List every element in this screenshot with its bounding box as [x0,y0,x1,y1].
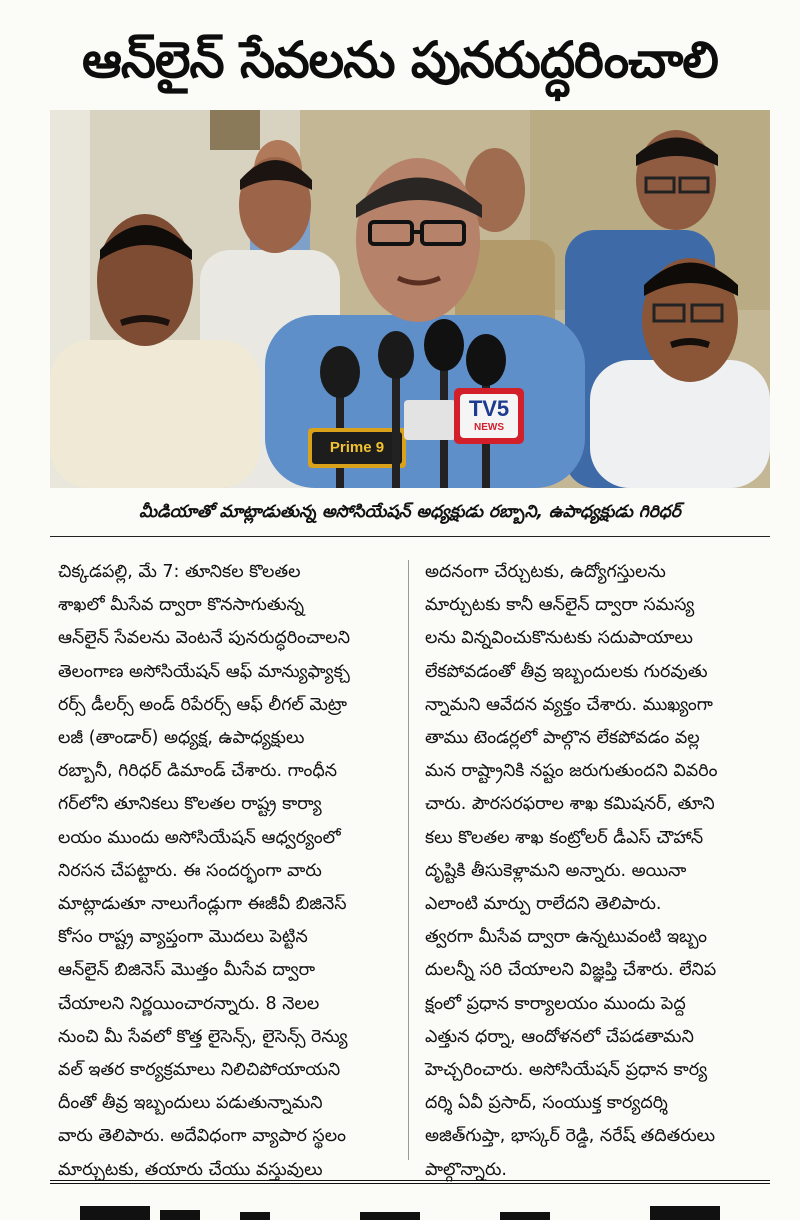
article-headline: ఆన్‌లైన్ సేవలను పునరుద్ధరించాలి [82,31,718,89]
page-bottom-rule [50,1180,770,1184]
article-body-right-column: అదనంగా చేర్చుటకు, ఉద్యోగస్తులను మార్చుటకు కానీ ఆన్‌లైన్ ద్వారా సమస్య లను విన్నవించుకొనుటకు సదుపాయాలు లేకపోవడంతో తీవ్ర ఇబ్బందులకు గురవుతు న్నామని ఆవేదన వ్యక్తం చేశారు. ముఖ్యంగా తాము టెండర్లలో పాల్గొన లేకపోవడం వల్ల మన రాష్ట్రానికి నష్టం జరుగుతుందని వివరిం చారు. పౌరసరఫరాల శాఖ కమిషనర్, తూని కలు కొలతల శాఖ కంట్రోలర్ డీఎస్ చౌహాన్ దృష్టికి తీసుకెళ్లామని అన్నారు. అయినా ఎలాంటి మార్పు రాలేదని తెలిపారు. త్వరగా మీసేవ ద్వారా ఉన్నటువంటి ఇబ్బం దులన్నీ సరి చేయాలని విజ్ఞప్తి చేశారు. లేనిప క్షంలో ప్రధాన కార్యాలయం ముందు పెద్ద ఎత్తున ధర్నా, ఆందోళనలో చేపడతామని హెచ్చరించారు. అసోసియేషన్ ప్రధాన కార్య దర్శి ఏవీ ప్రసాద్, సంయుక్త కార్యదర్శి అజిత్‌గుప్తా, భాస్కర్ రెడ్డి, నరేష్ తదితరులు పాల్గొన్నారు. [425,562,718,1180]
prime9-mic-logo: Prime 9 [329,439,385,456]
news-photo [50,110,770,488]
article-body-left-column: చిక్కడపల్లి, మే 7: తూనికల కొలతల శాఖలో మీసేవ ద్వారా కొనసాగుతున్న ఆన్‌లైన్ సేవలను వెంటనే పునరుద్ధరించాలని తెలంగాణ అసోసియేషన్ ఆఫ్ మాన్యుఫ్యాక్చ రర్స్ డీలర్స్ అండ్ రిపేరర్స్ ఆఫ్ లీగల్ మెట్రా లజీ (తాండార్) అధ్యక్ష, ఉపాధ్యక్షులు రబ్బానీ, గిరిధర్ డిమాండ్ చేశారు. గాంధీన గర్‌లోని తూనికలు కొలతల రాష్ట్ర కార్యా లయం ముందు అసోసియేషన్ ఆధ్వర్యంలో నిరసన చేపట్టారు. ఈ సందర్భంగా వారు మాట్లాడుతూ నాలుగేండ్లుగా ఈజీవీ బిజినెస్ కోసం రాష్ట్ర వ్యాప్తంగా మొదలు పెట్టిన ఆన్‌లైన్ బిజినెస్ మొత్తం మీసేవ ద్వారా చేయాలని నిర్ణయించారన్నారు. 8 నెలల నుంచి మీ సేవలో కొత్త లైసెన్స్, లైసెన్స్ రెన్యు వల్ ఇతర కార్యక్రమాలు నిలిచిపోయాయని దీంతో తీవ్ర ఇబ్బందులు పడుతున్నామని వారు తెలిపారు. అదేవిధంగా వ్యాపార స్థలం మార్చుటకు, తయారు చేయు వస్తువులు [58,562,350,1180]
caption-rule [50,536,770,537]
photo-caption: మీడియాతో మాట్లాడుతున్న అసోసియేషన్ అధ్యక్షుడు రబ్బాని, ఉపాధ్యక్షుడు గిరిధర్ [139,502,681,522]
column-divider [408,560,409,1160]
next-article-headline-fragment [60,1200,760,1220]
tv5-mic-logo: TV5 [468,396,510,421]
tv5-news-label: NEWS [474,422,504,433]
